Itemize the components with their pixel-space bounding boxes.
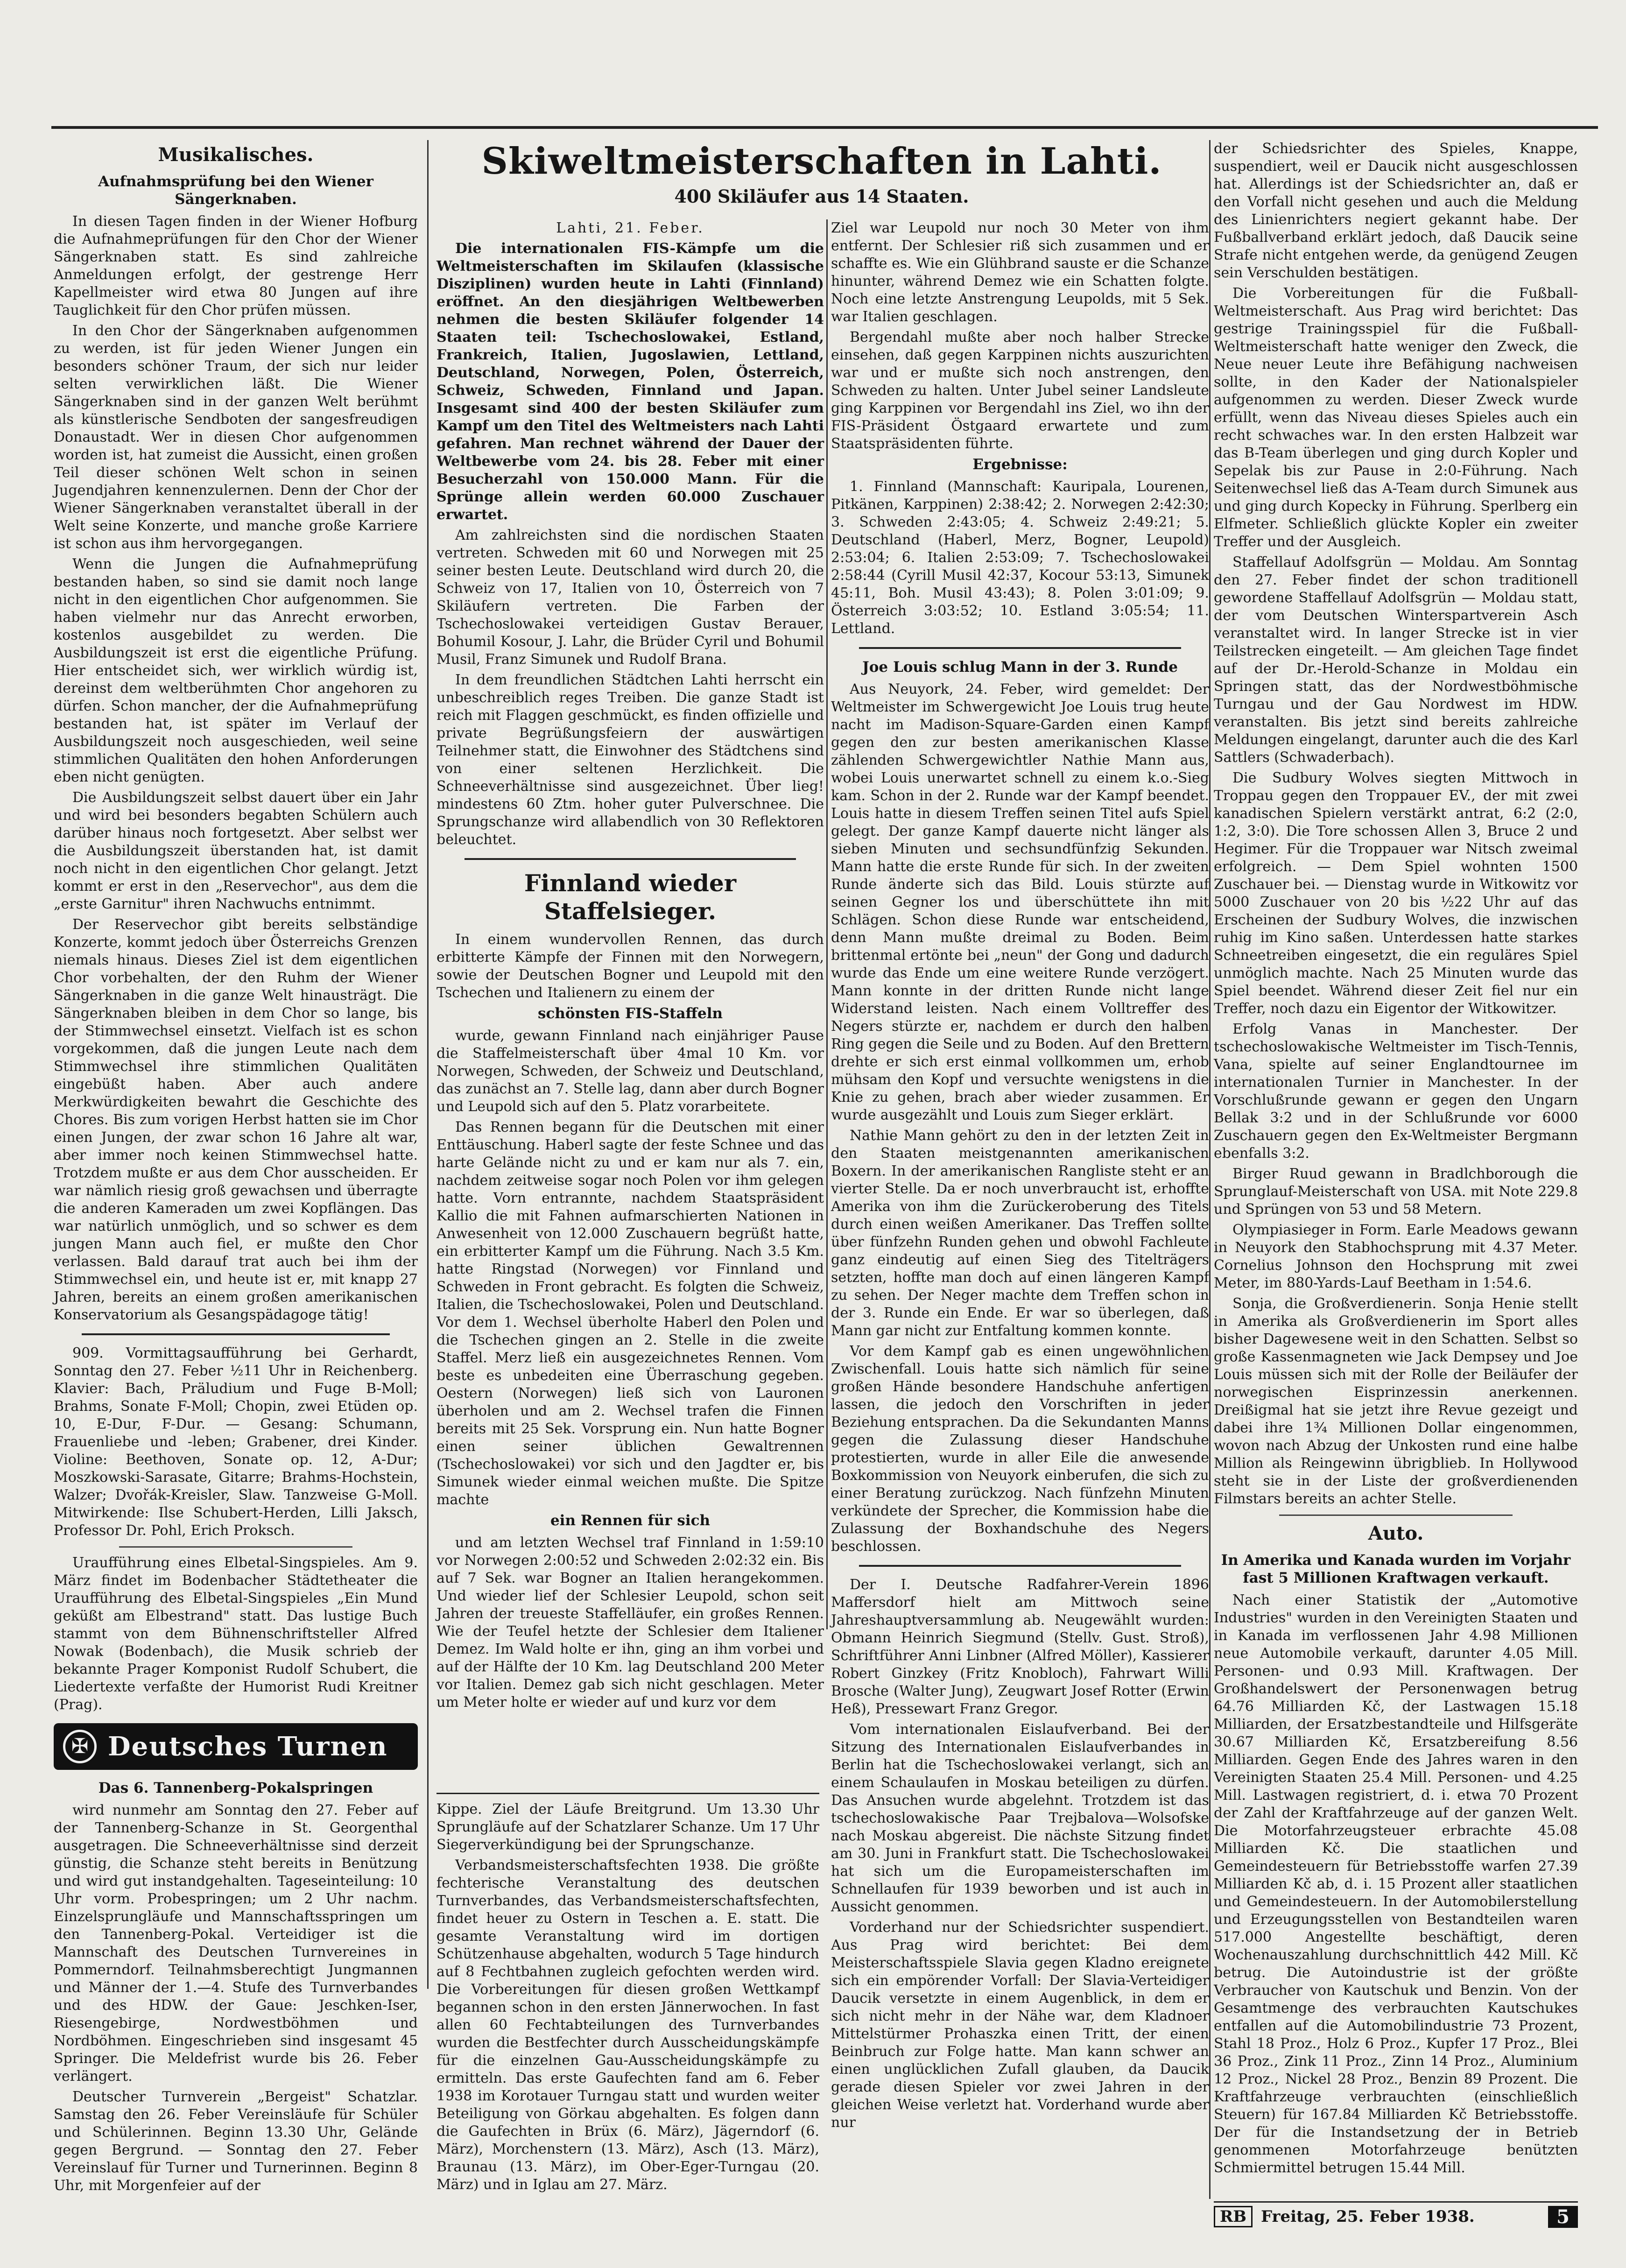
separator <box>82 1333 390 1335</box>
paragraph: wurde, gewann Finnland nach einjähriger Pause die Staffelmeisterschaft über 4mal 10 Km. vor Norwegen, Schweden, der Schweiz und Deutschland, das zunächst an 7. Stelle lag, dann aber durch Bogner und Leupold sich auf den 5. Platz vorarbeitete. <box>436 1028 824 1115</box>
paragraph: In dem freundlichen Städtchen Lahti herrscht ein unbeschreiblich reges Treiben. Die ganze Stadt ist reich mit Flaggen geschmückt, es finden offizielle und private Begrüßungsfeiern der auswärtigen Teilnehmer statt, die Einwohner des Städtchens sind von einer seltenen Herzlichkeit. Die Schneeverhältnisse sind ausgezeichnet. Über lieg! mindestens 60 Ztm. hoher guter Pulverschnee. Die Sprungschanze wird allabendlich von 30 Reflektoren beleuchtet. <box>436 672 824 848</box>
notice-ruud: Birger Ruud gewann in Bradlchborough die Sprunglauf-Meisterschaft von USA. mit Note 229.8 und Sprüngen von 53 und 58 Metern. <box>1214 1166 1578 1218</box>
notice-radfahrer: Der I. Deutsche Radfahrer-Verein 1896 Maffersdorf hielt am Mittwoch seine Jahreshauptversammlung ab. Neugewählt wurden: Obmann Heinrich Siegmund (Stellv. Gust. Stroß), Schriftführer Anni Linbner (Alfred Möller), Kassierer Robert Ginzkey (Fritz Knobloch), Fahrwart Willi Brosche (Walter Jung), Zeugwart Josef Rotter (Erwin Heß), Pressewart Franz Gregor. <box>831 1577 1209 1717</box>
lead-paragraph: Die internationalen FIS-Kämpfe um die Weltmeisterschaften im Skilaufen (klassische Disziplinen) wurden heute in Lahti (Finnland) eröffnet. An den diesjährigen Weltbewerben nehmen die besten Skiläufer folgender 14 Staaten teil: Tschechoslowakei, Estland, Frankreich, Italien, Jugoslawien, Lettland, Deutschland, Norwegen, Polen, Österreich, Schweiz, Schweden, Finnland und Japan. Insgesamt sind 400 der besten Skiläufer zum Kampf um den Titel des Weltmeisters nach Lahti gefahren. Man rechnet während der Dauer der Weltbewerbe vom 24. bis 28. Feber mit einer Besucherzahl von 150.000 Mann. Für die Sprünge allein werden 60.000 Zuschauer erwartet. <box>436 240 824 523</box>
paragraph: Verbandsmeisterschaftsfechten 1938. Die größte fechterische Veranstaltung des deutschen Turnverbandes, das Verbandsmeisterschaftsfechten, findet heuer zu Ostern in Teschen a. E. statt. Die gesamte Veranstaltung wird im dortigen Schützenhause abgehalten, wodurch 5 Tage hindurch auf 8 Fechtbahnen zugleich gefochten werden wird. Die Vorbereitungen für diesen großen Wettkampf begannen schon in den ersten Jännerwochen. In fast allen 60 Fechtabteilungen des Turnverbandes wurden die Bestfechter durch Ausscheidungskämpfe für die einzelnen Gau-Ausscheidungskämpfe zu ermitteln. Das erste Gaufechten fand am 6. Feber 1938 im Korotauer Turngau statt und wurden weiter Beteiligung von Görkau abgehalten. Es folgen dann die Gaufechten in Brüx (6. März), Jägerndorf (6. März), Morchenstern (13. März), Asch (13. März), Braunau (13. März), im Ober-Eger-Turngau (20. März) und in Iglau am 27. März. <box>436 1857 819 2193</box>
main-headline: Skiweltmeisterschaften in Lahti. <box>481 140 1162 183</box>
notice-schiedsrichter: Vorderhand nur der Schiedsrichter suspendiert. Aus Prag wird berichtet: Bei dem Meisterschaftsspiele Slavia gegen Kladno ereignete sich ein empörender Vorfall: Der Slavia-Verteidiger Daucik versetzte in einem Augenblick, in dem er sich nicht mehr in der Nähe war, dem Kladnoer Mittelstürmer Prohaszka einen Tritt, der einen Beinbruch zur Folge hatte. Man kann schwer an einen unglücklichen Zufall glauben, da Daucik gerade diesen Spieler vor zwei Jahren in der gleichen Weise verletzt hat. Vorderhand wurde aber nur <box>831 1919 1209 2131</box>
top-rule <box>51 126 1598 129</box>
notice-premiere: Uraufführung eines Elbetal-Singspieles. Am 9. März findet im Bodenbacher Städtetheater die Uraufführung des Elbetal-Singspieles „Ein Mund geküßt am Elbestrand" statt. Das lustige Buch stammt von dem Bühnenschriftsteller Alfred Nowak (Bodenbach), die Musik schrieb der bekannte Prager Komponist Rudolf Schubert, die Liedertexte verfaßte der Humorist Rudi Kreitner (Prag). <box>54 1555 418 1713</box>
notice-concert: 909. Vormittagsaufführung bei Gerhardt, Sonntag den 27. Feber ½11 Uhr in Reichenberg. Klavier: Bach, Präludium und Fuge B-Moll; Brahms, Sonate F-Moll; Chopin, zwei Etüden op. 10, E-Dur, F-Dur. — Gesang: Schumann, Frauenliebe und -leben; Grabener, drei Kinder. Violine: Beethoven, Sonate op. 12, A-Dur; Moszkowski-Sarasate, Gitarre; Brahms-Hochstein, Walzer; Dvořák-Kreisler, Slaw. Tanzweise G-Moll. Mitwirkende: Ilse Schubert-Herden, Lilli Jaksch, Professor Dr. Pohl, Erich Proksch. <box>54 1345 418 1539</box>
paragraph: Kippe. Ziel der Läufe Breitgrund. Um 13.30 Uhr Sprungläufe auf der Schatzlarer Schanze. Um 17 Uhr Siegerverkündigung bei der Sprungschanze. <box>436 1801 819 1853</box>
banner-title: Deutsches Turnen <box>108 1731 388 1762</box>
column-sport-auto <box>1214 140 1578 2180</box>
column-fechten <box>436 1793 819 2197</box>
paragraph: Nathie Mann gehört zu den in der letzten Zeit in den Staaten meistgenannten amerikanischen Boxern. In der amerikanischen Rangliste steht er an vierter Stelle. Da er noch unverbraucht ist, erhoffte Amerika von ihm die Zurückeroberung des Titels durch einen weißen Amerikaner. Das Treffen sollte über fünfzehn Runden gehen und obwohl Fachleute ganz eindeutig auf einen Sieg des Titelträgers setzten, hoffte man doch auf einen längeren Kampf zu sehen. Der Neger machte dem Treffen schon in der 3. Runde ein Ende. Er war so überlegen, daß Mann gar nicht zur Entfaltung kommen konnte. <box>831 1127 1209 1339</box>
notice-staffellauf: Staffellauf Adolfsgrün — Moldau. Am Sonntag den 27. Feber findet der schon traditionell gewordene Staffellauf Adolfsgrün — Moldau statt, der vom Deutschen Winterspartverein Asch veranstaltet wird. In langer Strecke ist in vier Teilstrecken eingeteilt. — Am gleichen Tage findet auf der Dr.-Herold-Schanze in Moldau ein Springen statt, das der Nordwestböhmische Turngau und der Gau Nordwest im HDW. veranstalten. Bis jetzt sind bereits zahlreiche Meldungen eingelangt, darunter auch die des Karl Sattlers (Schwaderbach). <box>1214 554 1578 766</box>
subhead: ein Rennen für sich <box>550 1512 711 1529</box>
paragraph: Die Ausbildungszeit selbst dauert über ein Jahr und wird bei besonders begabten Schülern auch darüber hinaus noch fortgesetzt. Aber selbst wer die Ausbildungszeit überstanden hat, ist damit noch nicht in den eigentlichen Chor gelangt. Jetzt kommt er erst in den „Reservechor", aus dem die „erste Garnitur" ihren Nachwuchs entnimmt. <box>54 789 418 912</box>
page-footer <box>1214 2201 1578 2231</box>
paragraph: und am letzten Wechsel traf Finnland in 1:59:10 vor Norwegen 2:00:52 und Schweden 2:02:32 ein. Bis auf 7 Sek. war Bogner an Italien herangekommen. Und wieder lief der Schlesier Leupold, schon seit Jahren der treueste Staffelläufer, ein großes Rennen. Wie der Teufel hetzte der Schlesier dem Italiener Demez. Im Wald holte er ihn, ging an ihm vorbei und auf der Hälfte der 10 Km. lag Deutschland 200 Meter vor Italien. Demez gab sich nicht geschlagen. Meter um Meter holte er wieder auf und kurz vor dem <box>436 1535 824 1711</box>
paragraph: In den Chor der Sängerknaben aufgenommen zu werden, ist für jeden Wiener Jungen ein besonders schöner Traum, der sich nur leider selten verwirklichen läßt. Die Wiener Sängerknaben sind in der ganzen Welt berühmt als künstlerische Sendboten der sangesfreudigen Donaustadt. Wer in diesen Chor aufgenommen worden ist, hat zumeist die Aussicht, einen großen Teil dieser schönen Welt schon in seinen Jugendjahren kennenzulernen. Denn der Chor der Wiener Sängerknaben veranstaltet überall in der Welt seine Konzerte, und manche große Karriere ist schon aus ihm hervorgegangen. <box>54 323 418 552</box>
main-subheadline: 400 Skiläufer aus 14 Staaten. <box>674 186 969 207</box>
notice-wolves: Die Sudbury Wolves siegten Mittwoch in Troppau gegen den Troppauer EV., der mit zwei kanadischen Spielern verstärkt antrat, 6:2 (2:0, 1:2, 3:0). Die Tore schossen Allen 3, Bruce 2 und Hegimer. Für die Troppauer war Nitsch zweimal erfolgreich. — Dem Spiel wohnten 1500 Zuschauer bei. — Dienstag wurde in Witkowitz vor 5000 Zuschauer von 20 bis ½22 Uhr auf das Erscheinen der Sudbury Wolves, die inzwischen ruhig im Kino saßen. Unterdessen hatte starkes Schneetreiben eingesetzt, die ein reguläres Spiel unmöglich machte. Nach 25 Minuten wurde das Spiel beendet. Während dieser Zeit fiel nur ein Treffer, noch dazu ein Eigentor der Witkowitzer. <box>1214 770 1578 1017</box>
article-headline-tannenberg: Das 6. Tannenberg-Pokalspringen <box>98 1780 373 1796</box>
separator <box>436 1793 819 1794</box>
publisher-mark: RB <box>1214 2206 1253 2227</box>
notice-vana: Erfolg Vanas in Manchester. Der tschechoslowakische Weltmeister im Tisch-Tennis, Vana, spielte auf seiner Englandtournee im internationalen Turnier in Manchester. In der Vorschlußrunde gewann er gegen den Ungarn Bellak 3:2 und in der Schlußrunde vor 6000 Zuschauern gegen den Ex-Weltmeister Bergmann ebenfalls 3:2. <box>1214 1021 1578 1162</box>
main-article-header <box>436 140 1207 211</box>
paragraph: Vor dem Kampf gab es einen ungewöhnlichen Zwischenfall. Louis hatte sich nämlich für seine großen Hände besondere Handschuhe anfertigen lassen, die jedoch den Vorschriften in jeder Beziehung entsprachen. Da die Sekundanten Manns gegen die Zulassung dieser Handschuhe protestierten, wurde in aller Eile die anwesende Boxkommission von Neuyork einberufen, die sich zu einer Beratung zurückzog. Nach fünfzehn Minuten verkündete der Sprecher, die Kommission habe die Zulassung der Boxhandschuhe des Negers beschlossen. <box>831 1343 1209 1555</box>
separator <box>465 858 796 860</box>
paragraph: Wenn die Jungen die Aufnahmeprüfung bestanden haben, so sind sie damit noch lange nicht in den eigentlichen Chor aufgenommen. Sie haben vielmehr nur das Anrecht erworben, kostenlos ausgebildet zu werden. Die Ausbildungszeit ist erst die eigentliche Prüfung. Hier entscheidet sich, wer wirklich würdig ist, dereinst dem weltberühmten Chor angehoren zu dürfen. Schon mancher, der die Aufnahmeprüfung bestanden hat, ist später im Verlauf der Ausbildungszeit noch ausgeschieden, weil seine stimmlichen Qualitäten den hohen Anforderungen eben nicht genügten. <box>54 556 418 785</box>
paragraph: wird nunmehr am Sonntag den 27. Feber auf der Tannenberg-Schanze in St. Georgenthal ausgetragen. Die Schneeverhältnisse sind derzeit günstig, die Schanze steht bereits in Benützung und wird gut instandgehalten. Tageseinteilung: 10 Uhr vorm. Probespringen; um 2 Uhr nachm. Einzelsprungläufe und Mannschaftsspringen um den Tannenberg-Pokal. Verteidiger ist die Mannschaft des Deutschen Turnvereines in Pommerndorf. Teilnahmsberechtigt Jungmannen und Männer der 1.—4. Stufe des Turnverbandes und des HDW. der Gaue: Jeschken-Iser, Riesengebirge, Nordwestböhmen und Nordböhmen. Eingeschrieben sind insgesamt 45 Springer. Die Meldefrist wurde bis 26. Feber verlängert. <box>54 1802 418 2085</box>
paragraph: Am zahlreichsten sind die nordischen Staaten vertreten. Schweden mit 60 und Norwegen mit 25 seiner besten Leute. Deutschland wird durch 20, die Schweiz von 17, Italien von 10, Österreich von 7 Skiläufern vertreten. Die Farben der Tschechoslowakei verteidigen Gustav Berauer, Bohumil Kosour, J. Lahr, die Brüder Cyril und Bohumil Musil, Franz Simunek und Rudolf Brana. <box>436 527 824 668</box>
notice-sonja: Sonja, die Großverdienerin. Sonja Henie stellt in Amerika als Großverdienerin im Sport alles bisher Dagewesene weit in den Schatten. Selbst so große Kassenmagneten wie Jack Dempsey und Joe Louis müssen sich mit der Rolle der Beiläufer der norwegischen Eisprinzessin anerkennen. Dreißigmal hat sie jetzt ihre Revue gezeigt und dabei ihre 1¾ Millionen Dollar eingenommen, wovon nach Abzug der Unkosten rund eine halbe Million als Reingewinn übrigblieb. In Hollywood steht sie in der Liste der großverdienenden Filmstars bereits an achter Stelle. <box>1214 1296 1578 1507</box>
separator <box>859 647 1181 649</box>
paragraph: Ziel war Leupold nur noch 30 Meter von ihm entfernt. Der Schlesier riß sich zusammen und er schaffte es. Wie ein Glühbrand sauste er die Schanze hinunter, während Demez wie ein Schatten folgte. Noch eine letzte Anstrengung Leupolds, mit 5 Sek. war Italien geschlagen. <box>831 220 1209 325</box>
column-music <box>54 140 418 2198</box>
separator <box>859 1565 1181 1567</box>
section-title-auto: Auto. <box>1368 1522 1424 1544</box>
article-headline-choir: Aufnahmsprüfung bei den Wiener Sängerknaben. <box>98 173 373 208</box>
column-divider <box>427 140 429 1989</box>
column-divider <box>826 219 828 1629</box>
results-list: 1. Finnland (Mannschaft: Kauripala, Lourenen, Pitkänen, Karppinen) 2:38:42; 2. Norwegen 2:42:30; 3. Schweden 2:43:05; 4. Schweiz 2:49:21; 5. Deutschland (Haberl, Merz, Bogner, Leupold) 2:53:04; 6. Italien 2:53:09; 7. Tschechoslowakei 2:58:44 (Cyrill Musil 42:37, Kocour 53:13, Simunek 45:11, Boh. Musil 43:43); 8. Polen 3:01:09; 9. Österreich 3:03:52; 10. Estland 3:05:54; 11. Lettland. <box>831 479 1209 637</box>
column-ski-right <box>831 219 1209 2134</box>
article-headline-auto: In Amerika und Kanada wurden im Vorjahr fast 5 Millionen Kraftwagen verkauft. <box>1221 1552 1571 1586</box>
separator <box>1279 1514 1513 1516</box>
issue-date: Freitag, 25. Feber 1938. <box>1261 2207 1475 2226</box>
section-banner-turnen <box>54 1723 418 1770</box>
notice-olympia: Olympiasieger in Form. Earle Meadows gewann in Neuyork den Stabhochsprung mit 4.37 Meter. Cornelius Johnson den Hochsprung mit zwei Meter, im 880-Yards-Lauf Beetham in 1:54.6. <box>1214 1222 1578 1291</box>
paragraph: Nach einer Statistik der „Automotive Industries" wurden in den Vereinigten Staaten und in Kanada im verflossenen Jahr 4.98 Millionen neue Automobile verkauft, darunter 4.05 Mill. Personen- und 0.93 Mill. Kraftwagen. Der Großhandelswert der Personenwagen betrug 64.76 Milliarden Kč, der Lastwagen 15.18 Milliarden, der Ersatzbestandteile und Hilfsgeräte 30.67 Milliarden Kč, Ersatzbereifung 8.56 Milliarden. Gegen Ende des Jahres waren in den Vereinigten Staaten 25.4 Mill. Personen- und 4.25 Mill. Lastwagen registriert, d. i. etwa 70 Prozent der Zahl der Kraftfahrzeuge auf der ganzen Welt. Die Motorfahrzeugsteuer erbrachte 45.08 Milliarden Kč. Die staatlichen und Gemeindesteuern für Betriebsstoffe warfen 27.39 Milliarden Kč ab, d. i. 15 Prozent aller staatlichen und Gemeindesteuern. In der Automobilerstellung und Erzeugungsstellen von Bestandteilen waren 517.000 Angestellte beschäftigt, deren Wochenauszahlung durchschnittlich 442 Mill. Kč betrug. Die Autoindustrie ist der größte Verbraucher von Kautschuk und Benzin. Von der Gesamtmenge des verbrauchten Kautschukes entfallen auf die Automobilindustrie 73 Prozent, Stahl 18 Proz., Holz 6 Proz., Kupfer 17 Proz., Blei 36 Proz., Zink 11 Proz., Zinn 14 Proz., Aluminium 12 Proz., Nickel 28 Proz., Benzin 89 Prozent. Die Kraftfahrzeuge verbrauchten (einschließlich Steuern) für 167.84 Milliarden Kč Betriebsstoffe. Der für die Instandsetzung der in Betrieb genommenen Motorfahrzeuge benützten Schmiermittel betrugen 15.44 Mill. <box>1214 1592 1578 2176</box>
article-headline-staffel: Finnland wieder Staffelsieger. <box>524 869 737 925</box>
paragraph: Der Reservechor gibt bereits selbständige Konzerte, kommt jedoch über Österreichs Grenzen niemals hinaus. Dieses Ziel ist dem eigentlichen Chor vorbehalten, der den Ruhm der Wiener Sängerknaben in die ganze Welt hinausträgt. Die Sängerknaben bleiben in dem Chor so lange, bis der Stimmwechsel einsetzt. Vielfach ist es schon vorgekommen, daß die jungen Leute nach dem Stimmwechsel ihre stimmlichen Qualitäten eingebüßt haben. Aber auch andere Merkwürdigkeiten bewahrt die Geschichte des Chores. Bis zum vorigen Herbst hatten sie im Chor einen Jungen, der zwar schon 16 Jahre alt war, aber immer noch keinen Stimmwechsel hatte. Trotzdem mußte er aus dem Chor ausscheiden. Er war nämlich riesig groß gewachsen und überragte die anderen Kameraden um zwei Kopflängen. Das war natürlich unmöglich, und so schwer es dem jungen Mann auch fiel, er mußte den Chor verlassen. Bald darauf trat auch bei ihm der Stimmwechsel ein, und heute ist er, mit knapp 27 Jahren, bereits an einem großen amerikanischen Konservatorium als Gesangspädagoge tätig! <box>54 916 418 1323</box>
column-divider <box>1209 140 1211 2199</box>
dateline: Lahti, 21. Feber. <box>556 220 704 236</box>
notice-fussball: Die Vorbereitungen für die Fußball-Weltmeisterschaft. Aus Prag wird berichtet: Das gestrige Trainingsspiel für die Fußball-Weltmeisterschaft hatte weniger den Zweck, die Neue neuer Leute ihre Befähigung nachweisen sollte, in den Kader der Nationalspieler aufgenommen zu werden. Dieser Zweck wurde erfüllt, wenn das Niveau dieses Spieles auch ein recht schwaches war. In den ersten Halbzeit war das B-Team überlegen und ging durch Kopler und Sepelak bis zur Pause in 2:0-Führung. Nach Seitenwechsel ließ das A-Team durch Simunek aus und ging durch Kopecky in Führung. Sperlberg ein Elfmeter. Schließlich glückte Kopler ein zweiter Treffer und der Ausgleich. <box>1214 285 1578 550</box>
paragraph: der Schiedsrichter des Spieles, Knappe, suspendiert, weil er Daucik nicht ausgeschlossen hat. Allerdings ist der Schiedsrichter an, daß er den Vorfall nicht gesehen und auch die Meldung des Linienrichters negiert gekannt habe. Der Fußballverband erklärt jedoch, daß Daucik seine Strafe nicht entgehen werde, da genügend Zeugen sein Verschulden bestätigen. <box>1214 141 1578 281</box>
paragraph: Deutscher Turnverein „Bergeist" Schatzlar. Samstag den 26. Feber Vereinsläufe für Schüler und Schülerinnen. Beginn 13.30 Uhr, Gelände gegen Bergrund. — Sonntag den 27. Feber Vereinslauf für Turner und Turnerinnen. Beginn 8 Uhr, mit Morgenfeier auf der <box>54 2089 418 2194</box>
article-headline-louis: Joe Louis schlug Mann in der 3. Runde <box>862 659 1178 676</box>
paragraph: In einem wundervollen Rennen, das durch erbitterte Kämpfe der Finnen mit den Norwegern, sowie der Deutschen Bogner und Leupold mit den Tschechen und Italienern zu einem der <box>436 931 824 1001</box>
subhead: schönsten FIS-Staffeln <box>537 1005 723 1022</box>
paragraph: Bergendahl mußte aber noch halber Strecke einsehen, daß gegen Karppinen nichts auszurichten war und er mußte sich noch anstrengen, den Schweden zu halten. Unter Jubel seiner Landsleute ging Karppinen vor Bergendahl ins Ziel, wo ihn der FIS-Präsident Östgaard erwartete und zum Staatspräsidenten führte. <box>831 329 1209 452</box>
paragraph: In diesen Tagen finden in der Wiener Hofburg die Aufnahmeprüfungen für den Chor der Wiener Sängerknaben statt. Es sind zahlreiche Anmeldungen erfolgt, der gestrenge Herr Kapellmeister wird etwa 80 Jungen auf ihre Tauglichkeit für den Chor prüfen müssen. <box>54 213 418 318</box>
notice-eislauf: Vom internationalen Eislaufverband. Bei der Sitzung des Internationalen Eislaufverbandes in Berlin hat die Tschechoslowakei verlangt, sich an einem Schaulaufen in Moskau beteiligen zu dürfen. Das Ansuchen wurde abgelehnt. Trotzdem ist das tschechoslowakische Paar Trejbalova—Wolsofske nach Moskau abgereist. Die nächste Sitzung findet am 30. Juni in Frankfurt statt. Die Tschechoslowakei hat sich um die Europameisterschaften im Schnellaufen für 1939 beworben und ist auch in Aussicht genommen. <box>831 1721 1209 1915</box>
separator <box>119 1546 352 1548</box>
results-heading: Ergebnisse: <box>972 456 1068 473</box>
paragraph: Aus Neuyork, 24. Feber, wird gemeldet: Der Weltmeister im Schwergewicht Joe Louis trug heute nacht im Madison-Square-Garden einen Kampf gegen den zur besten amerikanischen Klasse zählenden Schwergewichtler Nathie Mann aus, wobei Louis unerwartet schnell zu einem k.o.-Sieg kam. Schon in der 2. Runde war der Kampf beendet. Louis hatte in diesem Treffen seinen Titel aufs Spiel gelegt. Der ganze Kampf dauerte nicht länger als sieben Minuten und sechsundfünfzig Sekunden. Mann hatte die erste Runde für sich. In der zweiten Runde änderte sich das Bild. Louis stürzte auf seinen Gegner los und überschüttete ihn mit Schlägen. Schon diese Runde war entscheidend, denn Mann mußte dreimal zu Boden. Beim brittenmal ertönte bei „neun" der Gong und dadurch wurde das Ende um eine weitere Runde verzögert. Mann konnte in der dritten Runde nicht lange Widerstand leisten. Nach einem Volltreffer des Negers stürzte er, nachdem er durch den halben Ring gegen die Seile und zu Boden. Auf den Brettern drehte er sich erst einmal vollkommen um, erhob mühsam den Kopf und versuchte wenigstens in die Knie zu gehen, brach aber wieder zusammen. Er wurde ausgezählt und Louis zum Sieger erklärt. <box>831 681 1209 1123</box>
page-number: 5 <box>1548 2206 1578 2228</box>
column-ski-left <box>436 219 824 1714</box>
turner-cross-icon: ✠ <box>63 1730 97 1763</box>
paragraph: Das Rennen begann für die Deutschen mit einer Enttäuschung. Haberl sagte der feste Schnee und das harte Gelände nicht zu und er kam nur als 7. ein, nachdem zeitweise sogar noch Polen vor ihm gelegen hatte. Vorn entrannte, nachdem Staatspräsident Kallio die mit Fahnen aufmarschierten Nationen in Anwesenheit von 12.000 Zuschauern begrüßt hatte, ein erbitterter Kampf um die Führung. Nach 3.5 Km. hatte Ringstad (Norwegen) vor Finnland und Schweden in Front gebracht. Es folgten die Schweiz, Italien, die Tschechoslowakei, Polen und Deutschland. Vor dem 1. Wechsel überholte Haberl den Polen und die Tschechen gingen an 2. Stelle in die zweite Staffel. Merz ließ ein ausgezeichnetes Rennen. Vom beste es unbedeiten eine Überraschung gegeben. Oestern (Norwegen) ließ sich von Lauronen überholen und am 2. Wechsel trafen die Finnen bereits mit 25 Sek. Vorsprung ein. Nun hatte Bogner einen seiner üblichen Gewaltrennen (Tschechoslowakei) vor sich und den Jagdter er, bis Simunek wieder einmal weichen mußte. Die Spitze machte <box>436 1119 824 1508</box>
section-title-music: Musikalisches. <box>158 144 314 166</box>
